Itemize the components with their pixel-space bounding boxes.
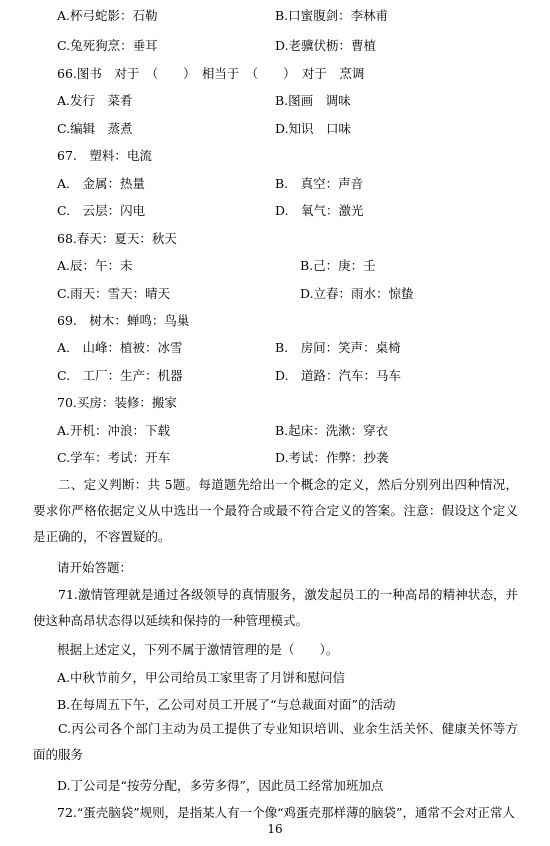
q66-option-d: D.知识 口味 [275, 121, 352, 136]
q68-option-c: C.雨天：雪天：晴天 [57, 286, 171, 301]
section-intro: 二、定义判断：共 5题。每道题先给出一个概念的定义，然后分别列出四种情况，要求你严格依据定义从中选出一个最符合或最不符合定义的答案。注意：假设这个定义是正确的，不容置疑的。 [33, 477, 518, 544]
q65-option-d: D.老骥伏枥：曹植 [275, 38, 377, 53]
q65-option-a: A.杯弓蛇影：石勒 [57, 8, 158, 23]
answer-start-prompt: 请开始答题： [57, 560, 133, 575]
q68-option-d: D.立春：雨水：惊蛰 [300, 286, 414, 301]
q71-option-d: D.丁公司是“按劳分配，多劳多得”，因此员工经常加班加点 [57, 778, 384, 793]
q71-option-b: B.在每周五下午，乙公司对员工开展了“与总裁面对面”的活动 [57, 697, 396, 712]
q71-stem: 71.激情管理就是通过各级领导的真情服务，激发起员工的一种高昂的精神状态，并使这种高昂状态得以延续和保持的一种管理模式。 [33, 587, 518, 628]
q72-stem: 72.“蛋壳脑袋”规则，是指某人有一个像“鸡蛋壳那样薄的脑袋”，通常不会对正常人 [57, 805, 515, 820]
q69-option-b: B. 房间：笑声：桌椅 [275, 340, 401, 355]
q69-option-d: D. 道路：汽车：马车 [275, 368, 402, 383]
q70-option-b: B.起床：洗漱：穿衣 [275, 423, 389, 438]
q68-stem: 68.春天：夏天：秋天 [57, 231, 177, 246]
q65-option-c: C.兔死狗烹：垂耳 [57, 38, 158, 53]
q67-option-b: B. 真空：声音 [275, 176, 364, 191]
q70-option-a: A.开机：冲浪：下载 [57, 423, 171, 438]
q66-option-b: B.图画 调味 [275, 93, 351, 108]
q71-option-a: A.中秋节前夕，甲公司给员工家里寄了月饼和慰问信 [57, 670, 346, 685]
q69-option-a: A. 山峰：植被：冰雪 [57, 340, 183, 355]
q66-stem: 66.图书 对于 （ ） 相当于 （ ） 对于 烹调 [57, 66, 365, 81]
q67-option-c: C. 云层：闪电 [57, 203, 146, 218]
q69-stem: 69. 树木：蝉鸣：鸟巢 [57, 313, 190, 328]
q68-option-a: A.辰：午：未 [57, 258, 133, 273]
q71-question: 根据上述定义，下列不属于激情管理的是（ ）。 [57, 642, 339, 657]
q70-stem: 70.买房：装修：搬家 [57, 395, 177, 410]
q66-option-a: A.发行 菜肴 [57, 93, 133, 108]
q70-option-c: C.学车：考试：开车 [57, 450, 171, 465]
q67-option-d: D. 氧气：激光 [275, 203, 364, 218]
q68-option-b: B.己：庚：壬 [300, 258, 376, 273]
q65-option-b: B.口蜜腹剑：李林甫 [275, 8, 389, 23]
page-number: 16 [267, 822, 283, 836]
q70-option-d: D.考试：作弊：抄袭 [275, 450, 389, 465]
q67-option-a: A. 金属：热量 [57, 176, 146, 191]
q71-option-c: C.丙公司各个部门主动为员工提供了专业知识培训、业余生活关怀、健康关怀等方面的服务 [33, 721, 518, 762]
q69-option-c: C. 工厂：生产：机器 [57, 368, 183, 383]
q67-stem: 67. 塑料：电流 [57, 148, 152, 163]
q66-option-c: C.编辑 蒸煮 [57, 121, 133, 136]
